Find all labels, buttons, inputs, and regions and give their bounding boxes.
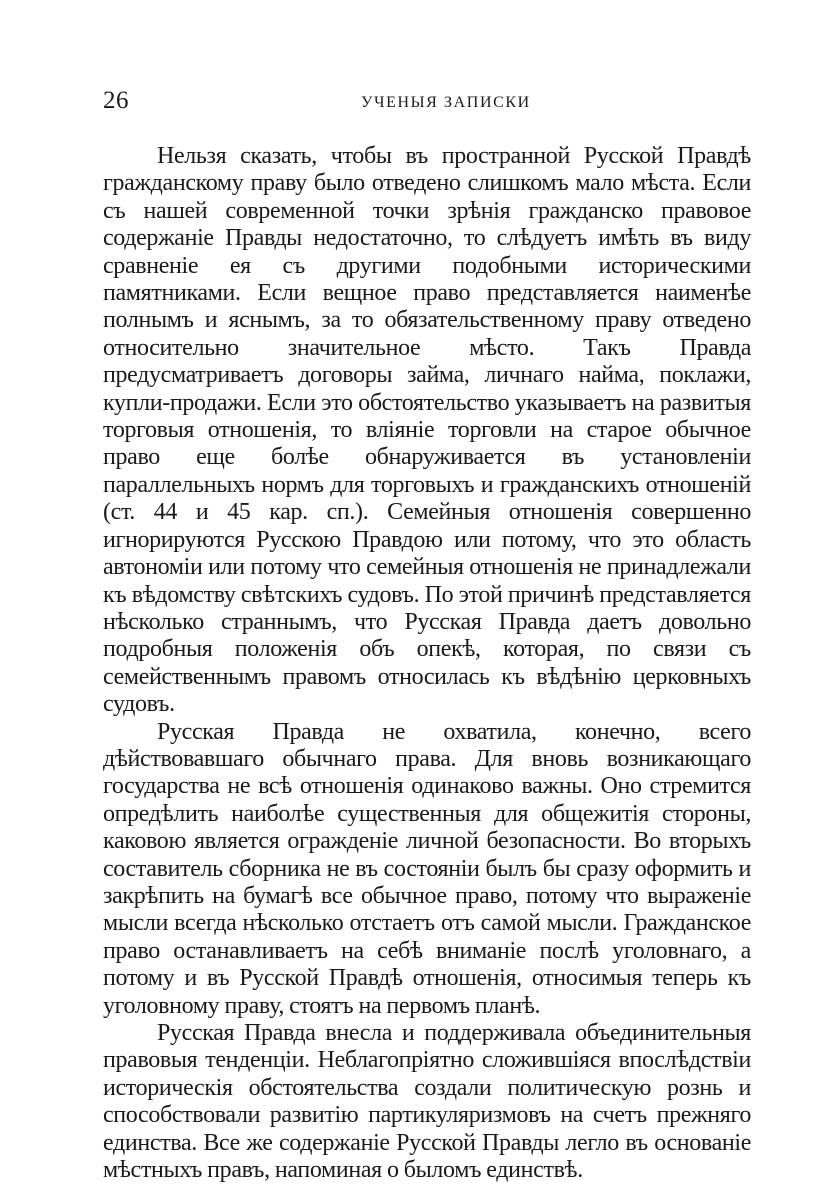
paragraph-3: Русская Правда внесла и поддерживала объединительныя правовыя тенденціи. Неблагопріятно сложившіяся впослѣдствіи историческія обстоятельства создали политическую рознь и способствовали развитію партикуляризмовъ на счетъ прежняго единства. Все же содержаніе Русской Правды легло въ основаніе мѣстныхъ правъ, напоминая о быломъ единствѣ. <box>103 1020 751 1184</box>
paragraph-2: Русская Правда не охватила, конечно, всего дѣйствовавшаго обычнаго права. Для вновь возникающаго государства не всѣ отношенія одинаково важны. Оно стремится опредѣлить наиболѣе существенныя для общежитія стороны, каковою является огражденіе личной безопасности. Во вторыхъ составитель сборника не въ состояніи былъ бы сразу оформить и закрѣпить на бумагѣ все обычное право, потому что выраженіе мысли всегда нѣсколько отстаетъ отъ самой мысли. Гражданское право останавливаетъ на себѣ вниманіе послѣ уголовнаго, а потому и въ Русской Правдѣ отношенія, относимыя теперь къ уголовному праву, стоятъ на первомъ планѣ. <box>103 718 751 1019</box>
body-text <box>103 143 751 1184</box>
running-title: УЧЕНЫЯ ЗАПИСКИ <box>361 94 531 111</box>
page-number: 26 <box>103 87 129 114</box>
page-header <box>103 84 751 118</box>
paragraph-1: Нельзя сказать, чтобы въ пространной Русской Правдѣ гражданскому праву было отведено слишкомъ мало мѣста. Если съ нашей современной точки зрѣнія гражданско правовое содержаніе Правды недостаточно, то слѣдуетъ имѣть въ виду сравненіе ея съ другими подобными историческими памятниками. Если вещное право представляется наименѣе полнымъ и яснымъ, за то обязательственному праву отведено относительно значительное мѣсто. Такъ Правда предусматриваетъ договоры займа, личнаго найма, поклажи, купли-продажи. Если это обстоятельство указываетъ на развитыя торговыя отношенія, то вліяніе торговли на старое обычное право еще болѣе обнаруживается въ установленіи параллельныхъ нормъ для торговыхъ и гражданскихъ отношеній (ст. 44 и 45 кар. сп.). Семейныя отношенія совершенно игнорируются Русскою Правдою или потому, что это область автономіи или потому что семейныя отношенія не принадлежали къ вѣдомству свѣтскихъ судовъ. По этой причинѣ представляется нѣсколько страннымъ, что Русская Правда даетъ довольно подробныя положенія объ опекѣ, которая, по связи съ семейственнымъ правомъ относилась къ вѣдѣнію церковныхъ судовъ. <box>103 143 751 718</box>
